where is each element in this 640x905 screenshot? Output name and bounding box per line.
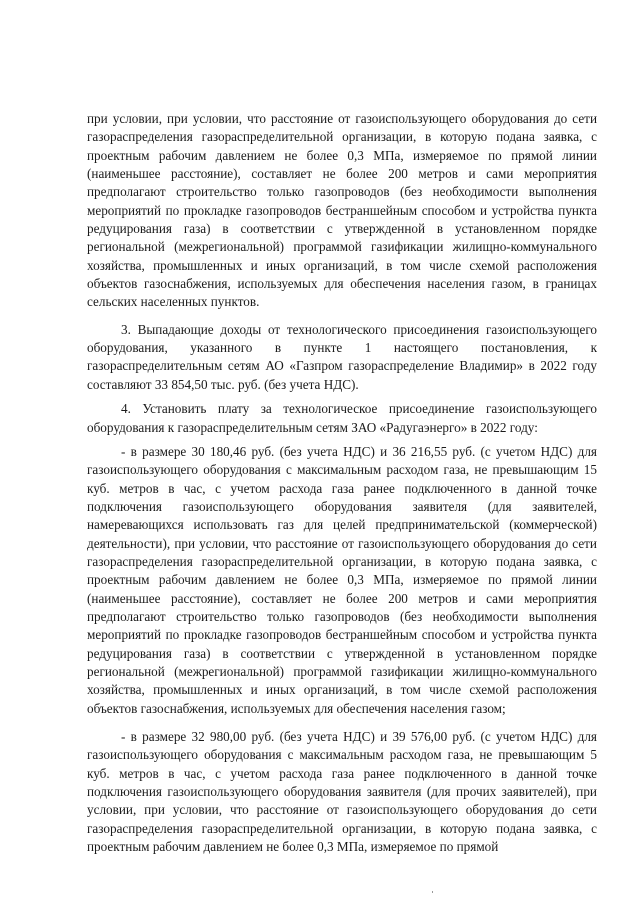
paragraph-tariff-commercial: - в размере 30 180,46 руб. (без учета НДС) и 36 216,55 руб. (с учетом НДС) для газоиспользующего оборудования с максимальным расходом газа, не превышающим 15 куб. метров в час, с учетом расхода газа ранее подключенного в данной точке подключения газоиспользующего оборудования заявителя (для заявителей, намеревающихся использовать газ для целей предпринимательской (коммерческой) деятельности), при условии, что расстояние от газоиспользующего оборудования до сети газораспределения газораспределительной организации, в которую подана заявка, с проектным рабочим давлением не более 0,3 МПа, измеряемое по прямой линии (наименьшее расстояние), составляет не более 200 метров и сами мероприятия предполагают строительство только газопроводов (без необходимости выполнения мероприятий по прокладке газопроводов бестраншейным способом и устройства пункта редуцирования газа) в соответствии с утвержденной в установленном порядке региональной (межрегиональной) программой газификации жилищно-коммунального хозяйства, промышленных и иных организаций, в том числе схемой расположения объектов газоснабжения, используемых для обеспечения населения газом; [87,443,597,716]
paragraph-tariff-other: - в размере 32 980,00 руб. (без учета НДС) и 39 576,00 руб. (с учетом НДС) для газоиспользующего оборудования с максимальным расходом газа, не превышающим 5 куб. метров в час, с учетом расхода газа ранее подключенного в данной точке подключения газоиспользующего оборудования заявителя (для прочих заявителей), при условии, при условии, что расстояние от газоиспользующего оборудования до сети газораспределения газораспределительной организации, в которую подана заявка, с проектным рабочим давлением не более 0,3 МПа, измеряемое по прямой [87,729,597,855]
scan-speck [432,891,433,893]
paragraph-item-4: 4. Установить плату за технологическое присоединение газоиспользующего оборудования к газораспределительным сетям ЗАО «Радугаэнерго» в 2022 году: [87,401,597,435]
document-body [87,110,597,856]
paragraph-item-3: 3. Выпадающие доходы от технологического присоединения газоиспользующего оборудования, указанного в пункте 1 настоящего постановления, к газораспределительным сетям АО «Газпром газораспределение Владимир» в 2022 году составляют 33 854,50 тыс. руб. (без учета НДС). [87,321,597,392]
paragraph-continuation: при условии, при условии, что расстояние от газоиспользующего оборудования до сети газораспределения газораспределительной организации, в которую подана заявка, с проектным рабочим давлением не более 0,3 МПа, измеряемое по прямой линии (наименьшее расстояние), составляет не более 200 метров и сами мероприятия предполагают строительство только газопроводов (без необходимости выполнения мероприятий по прокладке газопроводов бестраншейным способом и устройства пункта редуцирования газа) в соответствии с утвержденной в установленном порядке региональной (межрегиональной) программой газификации жилищно-коммунального хозяйства, промышленных и иных организаций, в том числе схемой расположения объектов газоснабжения, используемых для обеспечения населения газом, в границах сельских населенных пунктов. [87,111,597,310]
